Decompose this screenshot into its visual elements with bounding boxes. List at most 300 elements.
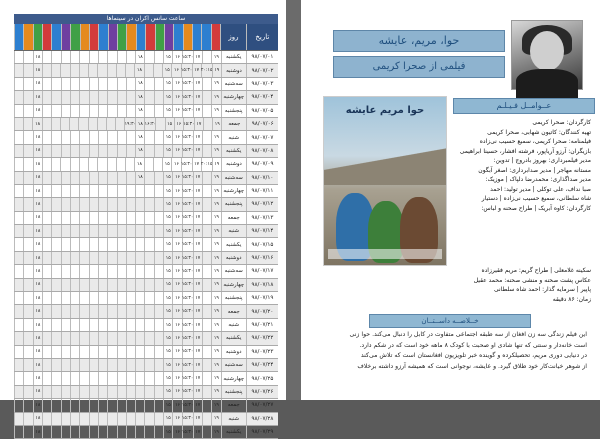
showtime-cell: [144, 238, 153, 250]
showtime-cell: ۱۷: [193, 279, 202, 291]
showtime-cell: [89, 225, 98, 237]
showtime-cell: [61, 212, 70, 224]
showtime-cell: [23, 158, 32, 170]
showtime-cell: [144, 319, 153, 331]
showtime-cell: [117, 386, 126, 398]
row-day: دوشنبه: [221, 252, 246, 264]
table-row: [14, 413, 278, 426]
showtime-cell: [79, 198, 88, 210]
table-row: [14, 252, 278, 265]
showtime-cell: ۱۶: [172, 292, 181, 304]
showtime-cell: ۱۸: [33, 346, 42, 358]
showtime-cell: ۱۷: [192, 64, 201, 76]
showtime-cell: [107, 145, 116, 157]
row-day: یکشنبه: [221, 145, 246, 157]
showtime-cell: ۱۷: [193, 399, 202, 411]
showtime-cell: [117, 319, 126, 331]
showtime-cell: [117, 185, 126, 197]
showtime-cell: [117, 413, 126, 425]
showtime-cell: ۱۸: [135, 145, 144, 157]
showtime-cell: ۱۸: [33, 51, 42, 63]
showtime-cell: [117, 372, 126, 384]
table-row: [14, 105, 278, 118]
showtime-cell: [117, 292, 126, 304]
showtime-cell: [135, 346, 144, 358]
showtime-cell: ۱۸: [33, 198, 42, 210]
showtime-cell: ۱۹: [212, 64, 221, 76]
row-day: دوشنبه: [221, 64, 246, 76]
showtime-cell: [202, 399, 211, 411]
showtime-cell: [42, 172, 51, 184]
showtime-cell: [98, 238, 107, 250]
credits-list-full-width: [323, 266, 591, 304]
showtime-cell: [79, 413, 88, 425]
showtime-cell: ۱۵: [163, 105, 172, 117]
showtime-cell: [70, 212, 79, 224]
showtime-cell: ۱۸: [33, 292, 42, 304]
showtime-cell: ۱۵: [163, 319, 172, 331]
table-row: [14, 185, 278, 198]
showtime-cell: [126, 319, 135, 331]
table-row: [14, 64, 278, 77]
showtime-cell: [154, 265, 163, 277]
showtime-cell: [116, 158, 125, 170]
showtime-cell: [135, 386, 144, 398]
showtime-cell: [23, 118, 32, 130]
showtime-cell: [154, 145, 163, 157]
showtime-cell: [126, 185, 135, 197]
showtime-cell: [70, 238, 79, 250]
credit-line: عکاس پشت صحنه و منشی صحنه: محمد عقیل: [473, 276, 591, 284]
showtime-cell: [14, 105, 23, 117]
showtime-cell: [14, 64, 23, 76]
showtime-cell: ۱۵: [163, 292, 172, 304]
showtime-cell: [89, 131, 98, 143]
row-date: ۹۸/۰۷/۰۱: [246, 51, 278, 63]
row-day: چهارشنبه: [221, 279, 246, 291]
showtime-cell: [202, 332, 211, 344]
table-row: [14, 346, 278, 359]
showtime-cell: [125, 64, 134, 76]
showtime-cell: [144, 413, 153, 425]
showtime-cell: ۱۸: [33, 252, 42, 264]
showtime-cell: ۱۵:۳۰: [182, 78, 193, 90]
showtime-cell: ۱۶: [172, 319, 181, 331]
row-date: ۹۸/۰۷/۱۷: [246, 265, 278, 277]
showtime-cell: [115, 118, 124, 130]
showtime-cell: ۱۵: [163, 91, 172, 103]
showtime-cell: [23, 399, 32, 411]
showtime-cell: [98, 105, 107, 117]
showtime-cell: [61, 332, 70, 344]
showtime-cell: [98, 399, 107, 411]
showtime-cell: [61, 426, 70, 438]
showtime-cell: [51, 292, 60, 304]
row-date: ۹۸/۰۷/۰۷: [246, 131, 278, 143]
showtime-cell: [14, 426, 23, 438]
showtime-cell: [70, 158, 79, 170]
showtime-cell: ۱۷: [193, 105, 202, 117]
showtime-cell: [70, 105, 79, 117]
showtime-cell: [154, 279, 163, 291]
showtime-cell: [88, 158, 97, 170]
header-cinema-17: [61, 24, 70, 50]
credit-line: تهیه کنندگان: کاتیون شهابی، صحرا کریمی: [487, 128, 591, 136]
row-date: ۹۸/۰۷/۰۹: [246, 158, 278, 170]
showtime-cell: [70, 252, 79, 264]
header-cinema-7: [155, 24, 164, 50]
showtime-cell: [98, 305, 107, 317]
showtime-cell: [23, 372, 32, 384]
showtime-cell: [51, 131, 60, 143]
showtime-cell: [60, 158, 69, 170]
showtime-cell: ۲۰:۱۵: [201, 158, 212, 170]
showtime-cell: [126, 238, 135, 250]
row-date: ۹۸/۰۷/۰۴: [246, 91, 278, 103]
row-date: ۹۸/۰۷/۰۶: [246, 118, 278, 130]
showtime-cell: [70, 91, 79, 103]
showtime-cell: [79, 131, 88, 143]
showtime-cell: [117, 332, 126, 344]
showtime-cell: [42, 359, 51, 371]
showtime-cell: [42, 265, 51, 277]
showtime-cell: [154, 185, 163, 197]
screening-schedule-table: [14, 14, 278, 439]
showtime-cell: [89, 51, 98, 63]
table-row: [14, 145, 278, 158]
showtime-cell: [23, 319, 32, 331]
showtime-cell: [89, 399, 98, 411]
showtime-cell: [202, 238, 211, 250]
showtime-cell: [117, 105, 126, 117]
showtime-cell: ۱۷: [193, 172, 202, 184]
showtime-cell: [42, 305, 51, 317]
showtime-cell: [144, 346, 153, 358]
showtime-cell: [154, 359, 163, 371]
showtime-cell: [23, 64, 32, 76]
showtime-cell: [51, 372, 60, 384]
showtime-cell: [144, 78, 153, 90]
table-row: [14, 51, 278, 64]
showtime-cell: ۱۶: [172, 359, 181, 371]
synopsis-section-header: خــلاصــه داســتــان: [369, 314, 531, 328]
showtime-cell: [202, 386, 211, 398]
row-day: جمعه: [221, 399, 246, 411]
showtime-cell: [61, 145, 70, 157]
showtime-cell: [70, 332, 79, 344]
showtime-cell: [42, 51, 51, 63]
showtime-cell: [23, 238, 32, 250]
showtime-cell: ۱۶: [172, 305, 181, 317]
showtime-cell: [23, 292, 32, 304]
showtime-cell: [79, 372, 88, 384]
showtime-cell: [135, 372, 144, 384]
showtime-cell: ۱۸: [135, 118, 144, 130]
showtime-cell: [202, 252, 211, 264]
showtime-cell: [135, 265, 144, 277]
showtime-cell: ۱۵:۳۰: [182, 399, 193, 411]
table-row: [14, 78, 278, 91]
showtime-cell: ۱۵:۳۰: [182, 372, 193, 384]
row-day: دوشنبه: [221, 346, 246, 358]
showtime-cell: ۱۸: [135, 131, 144, 143]
showtime-cell: [126, 172, 135, 184]
showtime-cell: [51, 305, 60, 317]
header-cinema-15: [80, 24, 89, 50]
showtime-cell: [70, 413, 79, 425]
showtime-cell: ۱۹: [211, 91, 220, 103]
table-row: [14, 238, 278, 251]
showtime-cell: [70, 78, 79, 90]
showtime-cell: [154, 131, 163, 143]
showtime-cell: [154, 346, 163, 358]
showtime-cell: [23, 359, 32, 371]
credit-line: مدیر صداگذاری: محمدرضا دلپاک | موزیک:: [485, 176, 591, 184]
row-date: ۹۸/۰۷/۱۳: [246, 212, 278, 224]
showtime-cell: ۱۶: [172, 413, 181, 425]
showtime-cell: ۱۵: [163, 131, 172, 143]
showtime-cell: ۱۸: [33, 225, 42, 237]
showtime-cell: [98, 346, 107, 358]
showtime-cell: [42, 212, 51, 224]
table-row: [14, 305, 278, 318]
showtime-cell: ۱۵:۳۰: [182, 332, 193, 344]
showtime-cell: [61, 225, 70, 237]
showtime-cell: [202, 105, 211, 117]
row-day: شنبه: [221, 131, 246, 143]
photo-body-shape: [516, 69, 578, 99]
showtime-cell: [23, 413, 32, 425]
showtime-cell: [70, 172, 79, 184]
showtime-cell: ۱۷: [193, 131, 202, 143]
header-cinema-10: [126, 24, 135, 50]
showtime-cell: ۱۸: [33, 426, 42, 438]
showtime-cell: [144, 212, 153, 224]
showtime-cell: ۱۷: [193, 413, 202, 425]
showtime-cell: [61, 198, 70, 210]
showtime-cell: [154, 413, 163, 425]
showtime-cell: ۱۹: [211, 238, 220, 250]
showtime-cell: [154, 51, 163, 63]
showtime-cell: ۱۸: [33, 172, 42, 184]
showtime-cell: [202, 319, 211, 331]
showtime-cell: ۱۶: [172, 225, 181, 237]
credit-line: مستانه مهاجر | مدیر صدابرداری: اصغر آبگون: [478, 166, 591, 174]
showtime-cell: [98, 78, 107, 90]
header-cinema-2: [201, 24, 210, 50]
showtime-cell: [117, 91, 126, 103]
showtime-cell: [98, 91, 107, 103]
showtime-cell: [126, 413, 135, 425]
showtime-cell: [51, 212, 60, 224]
showtime-cell: [42, 198, 51, 210]
showtime-cell: [61, 305, 70, 317]
showtime-cell: [51, 386, 60, 398]
showtime-cell: [51, 346, 60, 358]
film-info-page: [301, 0, 600, 400]
showtime-cell: [14, 212, 23, 224]
showtime-cell: ۱۸: [33, 91, 42, 103]
showtime-cell: ۱۸: [33, 238, 42, 250]
showtime-cell: [70, 372, 79, 384]
showtime-cell: [42, 105, 51, 117]
showtime-cell: [154, 386, 163, 398]
showtime-cell: [79, 386, 88, 398]
synopsis-line: در دنیایی دوری مریم، تحصیلکرده و گوینده خبر تلویزیون افغانستان است که تلاش می‌کند: [360, 352, 587, 359]
showtime-cell: ۱۵:۳۰: [182, 212, 193, 224]
showtime-cell: [61, 91, 70, 103]
showtime-cell: [42, 413, 51, 425]
showtime-cell: ۱۵:۳۰: [182, 225, 193, 237]
table-row: [14, 386, 278, 399]
showtime-cell: ۱۶:۳۰: [144, 118, 155, 130]
credit-line: فیلمنامه: صحرا کریمی، سمیع حسیب نی‌زاده: [479, 138, 591, 146]
showtime-cell: ۲۰:۱۵: [201, 64, 212, 76]
showtime-cell: [42, 252, 51, 264]
table-row: [14, 118, 278, 131]
showtime-cell: ۱۹: [211, 212, 220, 224]
showtime-cell: [70, 131, 79, 143]
film-poster: [323, 96, 447, 266]
showtime-cell: [89, 185, 98, 197]
showtime-cell: [144, 131, 153, 143]
showtime-cell: [98, 131, 107, 143]
showtime-cell: ۱۵:۳۰: [182, 185, 193, 197]
showtime-cell: [144, 279, 153, 291]
synopsis-line: این فیلم زندگی سه زن افغان از سه طبقه اجتماعی متفاوت در کابل را دنبال می‌کند. حوا زنی: [349, 331, 587, 338]
header-cinema-12: [108, 24, 117, 50]
showtime-cell: [154, 225, 163, 237]
showtime-cell: ۱۵: [163, 212, 172, 224]
showtime-cell: [23, 131, 32, 143]
showtime-cell: ۱۷: [193, 225, 202, 237]
showtime-cell: [89, 346, 98, 358]
showtime-cell: [42, 225, 51, 237]
showtime-cell: ۱۵: [162, 158, 171, 170]
showtime-cell: ۱۵:۳۰: [182, 292, 193, 304]
showtime-cell: [70, 51, 79, 63]
showtime-cell: [154, 212, 163, 224]
showtime-cell: [70, 198, 79, 210]
showtime-cell: [51, 172, 60, 184]
table-row: [14, 158, 278, 171]
showtime-cell: [14, 51, 23, 63]
showtime-cell: [89, 212, 98, 224]
showtime-cell: [126, 372, 135, 384]
showtime-cell: [153, 64, 162, 76]
showtime-cell: [117, 279, 126, 291]
showtime-cell: ۱۵: [163, 413, 172, 425]
showtime-cell: [202, 145, 211, 157]
showtime-cell: ۱۷: [193, 238, 202, 250]
showtime-cell: ۱۶: [172, 372, 181, 384]
header-day: روز: [220, 24, 246, 50]
showtime-cell: [107, 212, 116, 224]
header-cinema-4: [183, 24, 192, 50]
showtime-cell: [51, 426, 60, 438]
showtime-cell: [126, 292, 135, 304]
credit-line: صبا نداف، علی توکلی | مدیر تولید: احمد: [490, 185, 591, 193]
row-day: چهارشنبه: [221, 91, 246, 103]
showtime-cell: [154, 198, 163, 210]
showtime-cell: [89, 305, 98, 317]
photo-face-shape: [530, 31, 564, 71]
showtime-cell: [70, 64, 79, 76]
showtime-cell: [98, 359, 107, 371]
table-row: [14, 198, 278, 211]
credit-line: مدیر فیلمبرداری: بهروز بادروج | تدوین:: [493, 157, 591, 165]
showtime-cell: [144, 252, 153, 264]
showtime-cell: ۱۸: [33, 185, 42, 197]
row-date: ۹۸/۰۷/۱۶: [246, 252, 278, 264]
schedule-title: ساعت سانس اکران در سینماها: [14, 14, 278, 24]
showtime-cell: [98, 386, 107, 398]
schedule-page: [0, 0, 286, 436]
showtime-cell: [79, 172, 88, 184]
showtime-cell: [79, 158, 88, 170]
table-row: [14, 131, 278, 144]
row-date: ۹۸/۰۷/۱۸: [246, 279, 278, 291]
row-day: یکشنبه: [221, 51, 246, 63]
showtime-cell: [89, 238, 98, 250]
showtime-cell: [107, 105, 116, 117]
showtime-cell: [14, 372, 23, 384]
showtime-cell: [126, 265, 135, 277]
showtime-cell: [98, 51, 107, 63]
row-day: پنجشنبه: [221, 105, 246, 117]
showtime-cell: [89, 172, 98, 184]
synopsis-line: است خانه‌دار و سنتی که تنها شادی او صحبت با کودک ۸ ماهه خود است که در شکم دارد.: [359, 341, 587, 349]
showtime-cell: ۱۷: [193, 91, 202, 103]
showtime-cell: [98, 145, 107, 157]
showtime-cell: [126, 386, 135, 398]
showtime-cell: [126, 332, 135, 344]
showtime-cell: [14, 78, 23, 90]
row-day: یکشنبه: [221, 426, 246, 438]
showtime-cell: [107, 172, 116, 184]
credit-line: پاپیر | سرمایه گذار: احمد شاه سلطانی: [493, 286, 591, 294]
showtime-cell: ۱۵:۳۰: [182, 131, 193, 143]
showtime-cell: [61, 252, 70, 264]
showtime-cell: [117, 51, 126, 63]
showtime-cell: [42, 386, 51, 398]
showtime-cell: [61, 131, 70, 143]
showtime-cell: ۱۸: [33, 372, 42, 384]
showtime-cell: [107, 131, 116, 143]
showtime-cell: ۱۸: [135, 78, 144, 90]
showtime-cell: [107, 238, 116, 250]
poster-credits-strip: [328, 249, 442, 259]
showtime-cell: ۱۵:۳۰: [182, 319, 193, 331]
showtime-cell: [42, 185, 51, 197]
showtime-cell: ۱۸: [134, 64, 143, 76]
table-row: [14, 172, 278, 185]
header-cinema-20: [33, 24, 42, 50]
showtime-cell: ۱۹: [211, 426, 220, 438]
showtime-cell: [14, 225, 23, 237]
showtime-cell: [14, 238, 23, 250]
showtime-cell: ۱۵:۳۰: [182, 198, 193, 210]
showtime-cell: ۱۹: [211, 252, 220, 264]
showtime-cell: ۱۸: [134, 158, 143, 170]
showtime-cell: [117, 198, 126, 210]
showtime-cell: [117, 145, 126, 157]
showtime-cell: ۱۸: [33, 413, 42, 425]
showtime-cell: ۱۸: [33, 131, 42, 143]
showtime-cell: [107, 386, 116, 398]
table-row: [14, 319, 278, 332]
showtime-cell: [117, 131, 126, 143]
